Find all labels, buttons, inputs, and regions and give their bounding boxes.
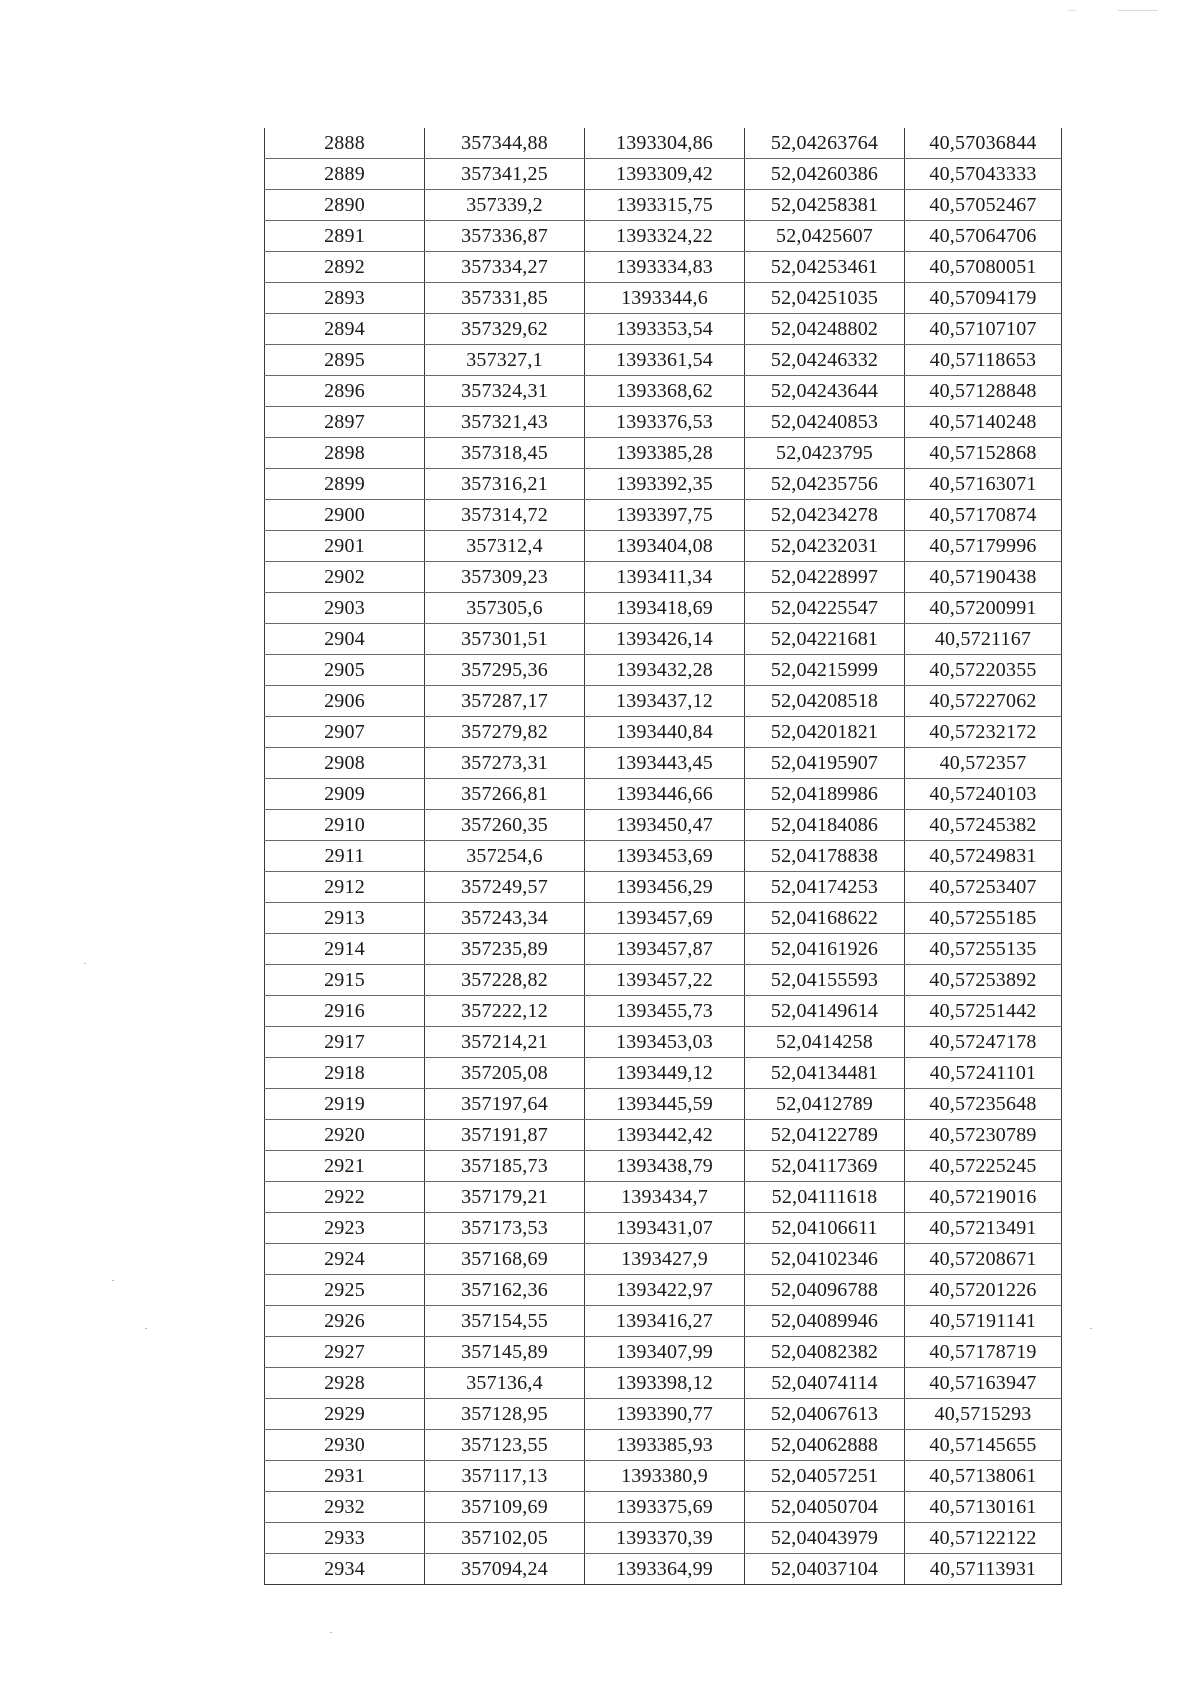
table-row bbox=[265, 1368, 1062, 1399]
point-number-cell: 2899 bbox=[265, 469, 425, 500]
point-number-cell: 2894 bbox=[265, 314, 425, 345]
latitude-cell: 52,04117369 bbox=[745, 1151, 905, 1182]
latitude-cell: 52,04248802 bbox=[745, 314, 905, 345]
table-row bbox=[265, 1399, 1062, 1430]
longitude-cell: 40,57255185 bbox=[905, 903, 1062, 934]
latitude-cell: 52,04189986 bbox=[745, 779, 905, 810]
longitude-cell: 40,57235648 bbox=[905, 1089, 1062, 1120]
latitude-cell: 52,04240853 bbox=[745, 407, 905, 438]
x-coordinate-cell: 357287,17 bbox=[425, 686, 585, 717]
table-row bbox=[265, 1089, 1062, 1120]
point-number-cell: 2923 bbox=[265, 1213, 425, 1244]
table-row bbox=[265, 624, 1062, 655]
point-number-cell: 2903 bbox=[265, 593, 425, 624]
point-number-cell: 2910 bbox=[265, 810, 425, 841]
table-row bbox=[265, 500, 1062, 531]
table-row bbox=[265, 717, 1062, 748]
point-number-cell: 2905 bbox=[265, 655, 425, 686]
latitude-cell: 52,04228997 bbox=[745, 562, 905, 593]
latitude-cell: 52,04037104 bbox=[745, 1554, 905, 1585]
x-coordinate-cell: 357205,08 bbox=[425, 1058, 585, 1089]
y-coordinate-cell: 1393368,62 bbox=[585, 376, 745, 407]
longitude-cell: 40,57178719 bbox=[905, 1337, 1062, 1368]
latitude-cell: 52,04161926 bbox=[745, 934, 905, 965]
longitude-cell: 40,57255135 bbox=[905, 934, 1062, 965]
y-coordinate-cell: 1393434,7 bbox=[585, 1182, 745, 1213]
latitude-cell: 52,0423795 bbox=[745, 438, 905, 469]
latitude-cell: 52,04234278 bbox=[745, 500, 905, 531]
x-coordinate-cell: 357154,55 bbox=[425, 1306, 585, 1337]
point-number-cell: 2934 bbox=[265, 1554, 425, 1585]
point-number-cell: 2918 bbox=[265, 1058, 425, 1089]
x-coordinate-cell: 357324,31 bbox=[425, 376, 585, 407]
longitude-cell: 40,57253892 bbox=[905, 965, 1062, 996]
longitude-cell: 40,57130161 bbox=[905, 1492, 1062, 1523]
longitude-cell: 40,57213491 bbox=[905, 1213, 1062, 1244]
y-coordinate-cell: 1393407,99 bbox=[585, 1337, 745, 1368]
table-row bbox=[265, 934, 1062, 965]
x-coordinate-cell: 357235,89 bbox=[425, 934, 585, 965]
point-number-cell: 2892 bbox=[265, 252, 425, 283]
latitude-cell: 52,04251035 bbox=[745, 283, 905, 314]
table-row bbox=[265, 1027, 1062, 1058]
longitude-cell: 40,57225245 bbox=[905, 1151, 1062, 1182]
latitude-cell: 52,04155593 bbox=[745, 965, 905, 996]
point-number-cell: 2895 bbox=[265, 345, 425, 376]
latitude-cell: 52,04122789 bbox=[745, 1120, 905, 1151]
longitude-cell: 40,57179996 bbox=[905, 531, 1062, 562]
latitude-cell: 52,04215999 bbox=[745, 655, 905, 686]
y-coordinate-cell: 1393304,86 bbox=[585, 128, 745, 159]
point-number-cell: 2890 bbox=[265, 190, 425, 221]
latitude-cell: 52,04208518 bbox=[745, 686, 905, 717]
table-row bbox=[265, 221, 1062, 252]
longitude-cell: 40,57208671 bbox=[905, 1244, 1062, 1275]
point-number-cell: 2902 bbox=[265, 562, 425, 593]
x-coordinate-cell: 357301,51 bbox=[425, 624, 585, 655]
table-row bbox=[265, 593, 1062, 624]
latitude-cell: 52,04089946 bbox=[745, 1306, 905, 1337]
x-coordinate-cell: 357228,82 bbox=[425, 965, 585, 996]
x-coordinate-cell: 357191,87 bbox=[425, 1120, 585, 1151]
point-number-cell: 2916 bbox=[265, 996, 425, 1027]
latitude-cell: 52,04232031 bbox=[745, 531, 905, 562]
point-number-cell: 2888 bbox=[265, 128, 425, 159]
point-number-cell: 2891 bbox=[265, 221, 425, 252]
table-row bbox=[265, 1244, 1062, 1275]
latitude-cell: 52,04057251 bbox=[745, 1461, 905, 1492]
longitude-cell: 40,57219016 bbox=[905, 1182, 1062, 1213]
x-coordinate-cell: 357173,53 bbox=[425, 1213, 585, 1244]
longitude-cell: 40,57200991 bbox=[905, 593, 1062, 624]
y-coordinate-cell: 1393315,75 bbox=[585, 190, 745, 221]
longitude-cell: 40,57245382 bbox=[905, 810, 1062, 841]
longitude-cell: 40,57240103 bbox=[905, 779, 1062, 810]
longitude-cell: 40,57094179 bbox=[905, 283, 1062, 314]
x-coordinate-cell: 357305,6 bbox=[425, 593, 585, 624]
x-coordinate-cell: 357316,21 bbox=[425, 469, 585, 500]
table-row bbox=[265, 562, 1062, 593]
table-row bbox=[265, 469, 1062, 500]
table-row bbox=[265, 996, 1062, 1027]
x-coordinate-cell: 357312,4 bbox=[425, 531, 585, 562]
x-coordinate-cell: 357168,69 bbox=[425, 1244, 585, 1275]
point-number-cell: 2925 bbox=[265, 1275, 425, 1306]
y-coordinate-cell: 1393416,27 bbox=[585, 1306, 745, 1337]
latitude-cell: 52,04149614 bbox=[745, 996, 905, 1027]
longitude-cell: 40,57251442 bbox=[905, 996, 1062, 1027]
latitude-cell: 52,04235756 bbox=[745, 469, 905, 500]
table-row bbox=[265, 283, 1062, 314]
longitude-cell: 40,57064706 bbox=[905, 221, 1062, 252]
x-coordinate-cell: 357128,95 bbox=[425, 1399, 585, 1430]
latitude-cell: 52,04106611 bbox=[745, 1213, 905, 1244]
x-coordinate-cell: 357145,89 bbox=[425, 1337, 585, 1368]
point-number-cell: 2926 bbox=[265, 1306, 425, 1337]
y-coordinate-cell: 1393404,08 bbox=[585, 531, 745, 562]
point-number-cell: 2904 bbox=[265, 624, 425, 655]
y-coordinate-cell: 1393457,69 bbox=[585, 903, 745, 934]
longitude-cell: 40,57191141 bbox=[905, 1306, 1062, 1337]
x-coordinate-cell: 357309,23 bbox=[425, 562, 585, 593]
latitude-cell: 52,04111618 bbox=[745, 1182, 905, 1213]
y-coordinate-cell: 1393344,6 bbox=[585, 283, 745, 314]
latitude-cell: 52,04174253 bbox=[745, 872, 905, 903]
table-row bbox=[265, 128, 1062, 159]
y-coordinate-cell: 1393411,34 bbox=[585, 562, 745, 593]
x-coordinate-cell: 357179,21 bbox=[425, 1182, 585, 1213]
y-coordinate-cell: 1393361,54 bbox=[585, 345, 745, 376]
x-coordinate-cell: 357314,72 bbox=[425, 500, 585, 531]
latitude-cell: 52,04258381 bbox=[745, 190, 905, 221]
table-row bbox=[265, 965, 1062, 996]
longitude-cell: 40,57128848 bbox=[905, 376, 1062, 407]
x-coordinate-cell: 357136,4 bbox=[425, 1368, 585, 1399]
table-row bbox=[265, 1430, 1062, 1461]
table-row bbox=[265, 1275, 1062, 1306]
table-row bbox=[265, 1120, 1062, 1151]
longitude-cell: 40,57249831 bbox=[905, 841, 1062, 872]
y-coordinate-cell: 1393353,54 bbox=[585, 314, 745, 345]
point-number-cell: 2927 bbox=[265, 1337, 425, 1368]
latitude-cell: 52,0412789 bbox=[745, 1089, 905, 1120]
latitude-cell: 52,04184086 bbox=[745, 810, 905, 841]
y-coordinate-cell: 1393392,35 bbox=[585, 469, 745, 500]
point-number-cell: 2912 bbox=[265, 872, 425, 903]
table-row bbox=[265, 190, 1062, 221]
x-coordinate-cell: 357162,36 bbox=[425, 1275, 585, 1306]
point-number-cell: 2908 bbox=[265, 748, 425, 779]
latitude-cell: 52,04221681 bbox=[745, 624, 905, 655]
y-coordinate-cell: 1393445,59 bbox=[585, 1089, 745, 1120]
y-coordinate-cell: 1393422,97 bbox=[585, 1275, 745, 1306]
point-number-cell: 2933 bbox=[265, 1523, 425, 1554]
y-coordinate-cell: 1393438,79 bbox=[585, 1151, 745, 1182]
coordinates-table bbox=[264, 128, 1062, 1585]
latitude-cell: 52,04082382 bbox=[745, 1337, 905, 1368]
x-coordinate-cell: 357254,6 bbox=[425, 841, 585, 872]
y-coordinate-cell: 1393456,29 bbox=[585, 872, 745, 903]
table-row bbox=[265, 903, 1062, 934]
x-coordinate-cell: 357260,35 bbox=[425, 810, 585, 841]
point-number-cell: 2931 bbox=[265, 1461, 425, 1492]
y-coordinate-cell: 1393450,47 bbox=[585, 810, 745, 841]
table-row bbox=[265, 1151, 1062, 1182]
y-coordinate-cell: 1393437,12 bbox=[585, 686, 745, 717]
x-coordinate-cell: 357222,12 bbox=[425, 996, 585, 1027]
x-coordinate-cell: 357331,85 bbox=[425, 283, 585, 314]
table-row bbox=[265, 1337, 1062, 1368]
table-row bbox=[265, 748, 1062, 779]
point-number-cell: 2917 bbox=[265, 1027, 425, 1058]
longitude-cell: 40,57227062 bbox=[905, 686, 1062, 717]
x-coordinate-cell: 357341,25 bbox=[425, 159, 585, 190]
latitude-cell: 52,04067613 bbox=[745, 1399, 905, 1430]
y-coordinate-cell: 1393457,22 bbox=[585, 965, 745, 996]
y-coordinate-cell: 1393390,77 bbox=[585, 1399, 745, 1430]
table-row bbox=[265, 345, 1062, 376]
latitude-cell: 52,04263764 bbox=[745, 128, 905, 159]
longitude-cell: 40,57043333 bbox=[905, 159, 1062, 190]
latitude-cell: 52,04043979 bbox=[745, 1523, 905, 1554]
point-number-cell: 2906 bbox=[265, 686, 425, 717]
x-coordinate-cell: 357266,81 bbox=[425, 779, 585, 810]
y-coordinate-cell: 1393449,12 bbox=[585, 1058, 745, 1089]
longitude-cell: 40,57122122 bbox=[905, 1523, 1062, 1554]
x-coordinate-cell: 357094,24 bbox=[425, 1554, 585, 1585]
scan-artifact bbox=[112, 1280, 114, 1281]
point-number-cell: 2922 bbox=[265, 1182, 425, 1213]
x-coordinate-cell: 357273,31 bbox=[425, 748, 585, 779]
table-row bbox=[265, 252, 1062, 283]
longitude-cell: 40,572357 bbox=[905, 748, 1062, 779]
point-number-cell: 2897 bbox=[265, 407, 425, 438]
longitude-cell: 40,57138061 bbox=[905, 1461, 1062, 1492]
x-coordinate-cell: 357318,45 bbox=[425, 438, 585, 469]
latitude-cell: 52,04253461 bbox=[745, 252, 905, 283]
longitude-cell: 40,57052467 bbox=[905, 190, 1062, 221]
y-coordinate-cell: 1393376,53 bbox=[585, 407, 745, 438]
latitude-cell: 52,04195907 bbox=[745, 748, 905, 779]
y-coordinate-cell: 1393453,03 bbox=[585, 1027, 745, 1058]
point-number-cell: 2920 bbox=[265, 1120, 425, 1151]
scan-artifact bbox=[1068, 10, 1076, 11]
x-coordinate-cell: 357102,05 bbox=[425, 1523, 585, 1554]
y-coordinate-cell: 1393446,66 bbox=[585, 779, 745, 810]
longitude-cell: 40,57140248 bbox=[905, 407, 1062, 438]
coordinates-table-body bbox=[265, 128, 1062, 1585]
longitude-cell: 40,5715293 bbox=[905, 1399, 1062, 1430]
table-row bbox=[265, 1058, 1062, 1089]
point-number-cell: 2893 bbox=[265, 283, 425, 314]
x-coordinate-cell: 357329,62 bbox=[425, 314, 585, 345]
longitude-cell: 40,57080051 bbox=[905, 252, 1062, 283]
longitude-cell: 40,57170874 bbox=[905, 500, 1062, 531]
latitude-cell: 52,04050704 bbox=[745, 1492, 905, 1523]
latitude-cell: 52,04102346 bbox=[745, 1244, 905, 1275]
point-number-cell: 2909 bbox=[265, 779, 425, 810]
scan-artifact bbox=[1090, 1328, 1092, 1329]
y-coordinate-cell: 1393334,83 bbox=[585, 252, 745, 283]
longitude-cell: 40,57253407 bbox=[905, 872, 1062, 903]
latitude-cell: 52,04260386 bbox=[745, 159, 905, 190]
scan-artifact bbox=[330, 1632, 332, 1633]
table-row bbox=[265, 438, 1062, 469]
table-row bbox=[265, 872, 1062, 903]
x-coordinate-cell: 357117,13 bbox=[425, 1461, 585, 1492]
longitude-cell: 40,5721167 bbox=[905, 624, 1062, 655]
longitude-cell: 40,57230789 bbox=[905, 1120, 1062, 1151]
latitude-cell: 52,04201821 bbox=[745, 717, 905, 748]
point-number-cell: 2928 bbox=[265, 1368, 425, 1399]
latitude-cell: 52,04168622 bbox=[745, 903, 905, 934]
point-number-cell: 2929 bbox=[265, 1399, 425, 1430]
latitude-cell: 52,04225547 bbox=[745, 593, 905, 624]
x-coordinate-cell: 357295,36 bbox=[425, 655, 585, 686]
y-coordinate-cell: 1393364,99 bbox=[585, 1554, 745, 1585]
longitude-cell: 40,57145655 bbox=[905, 1430, 1062, 1461]
point-number-cell: 2932 bbox=[265, 1492, 425, 1523]
longitude-cell: 40,57241101 bbox=[905, 1058, 1062, 1089]
table-row bbox=[265, 314, 1062, 345]
table-row bbox=[265, 810, 1062, 841]
y-coordinate-cell: 1393309,42 bbox=[585, 159, 745, 190]
x-coordinate-cell: 357327,1 bbox=[425, 345, 585, 376]
y-coordinate-cell: 1393370,39 bbox=[585, 1523, 745, 1554]
table-row bbox=[265, 1461, 1062, 1492]
point-number-cell: 2913 bbox=[265, 903, 425, 934]
point-number-cell: 2919 bbox=[265, 1089, 425, 1120]
latitude-cell: 52,04096788 bbox=[745, 1275, 905, 1306]
longitude-cell: 40,57201226 bbox=[905, 1275, 1062, 1306]
y-coordinate-cell: 1393443,45 bbox=[585, 748, 745, 779]
x-coordinate-cell: 357109,69 bbox=[425, 1492, 585, 1523]
y-coordinate-cell: 1393397,75 bbox=[585, 500, 745, 531]
x-coordinate-cell: 357185,73 bbox=[425, 1151, 585, 1182]
x-coordinate-cell: 357321,43 bbox=[425, 407, 585, 438]
longitude-cell: 40,57232172 bbox=[905, 717, 1062, 748]
x-coordinate-cell: 357336,87 bbox=[425, 221, 585, 252]
table-row bbox=[265, 1213, 1062, 1244]
latitude-cell: 52,04243644 bbox=[745, 376, 905, 407]
scan-artifact bbox=[84, 963, 86, 964]
latitude-cell: 52,04246332 bbox=[745, 345, 905, 376]
latitude-cell: 52,04062888 bbox=[745, 1430, 905, 1461]
longitude-cell: 40,57163071 bbox=[905, 469, 1062, 500]
table-row bbox=[265, 1306, 1062, 1337]
latitude-cell: 52,0414258 bbox=[745, 1027, 905, 1058]
table-row bbox=[265, 376, 1062, 407]
point-number-cell: 2915 bbox=[265, 965, 425, 996]
latitude-cell: 52,0425607 bbox=[745, 221, 905, 252]
longitude-cell: 40,57220355 bbox=[905, 655, 1062, 686]
longitude-cell: 40,57036844 bbox=[905, 128, 1062, 159]
longitude-cell: 40,57247178 bbox=[905, 1027, 1062, 1058]
y-coordinate-cell: 1393432,28 bbox=[585, 655, 745, 686]
longitude-cell: 40,57152868 bbox=[905, 438, 1062, 469]
x-coordinate-cell: 357334,27 bbox=[425, 252, 585, 283]
latitude-cell: 52,04134481 bbox=[745, 1058, 905, 1089]
scan-artifact bbox=[145, 1328, 147, 1329]
x-coordinate-cell: 357214,21 bbox=[425, 1027, 585, 1058]
table-row bbox=[265, 841, 1062, 872]
point-number-cell: 2907 bbox=[265, 717, 425, 748]
table-row bbox=[265, 407, 1062, 438]
point-number-cell: 2901 bbox=[265, 531, 425, 562]
x-coordinate-cell: 357279,82 bbox=[425, 717, 585, 748]
longitude-cell: 40,57118653 bbox=[905, 345, 1062, 376]
y-coordinate-cell: 1393385,28 bbox=[585, 438, 745, 469]
y-coordinate-cell: 1393442,42 bbox=[585, 1120, 745, 1151]
x-coordinate-cell: 357249,57 bbox=[425, 872, 585, 903]
latitude-cell: 52,04074114 bbox=[745, 1368, 905, 1399]
point-number-cell: 2921 bbox=[265, 1151, 425, 1182]
table-row bbox=[265, 779, 1062, 810]
y-coordinate-cell: 1393427,9 bbox=[585, 1244, 745, 1275]
longitude-cell: 40,57190438 bbox=[905, 562, 1062, 593]
point-number-cell: 2911 bbox=[265, 841, 425, 872]
latitude-cell: 52,04178838 bbox=[745, 841, 905, 872]
table-row bbox=[265, 1523, 1062, 1554]
x-coordinate-cell: 357344,88 bbox=[425, 128, 585, 159]
table-row bbox=[265, 531, 1062, 562]
y-coordinate-cell: 1393398,12 bbox=[585, 1368, 745, 1399]
y-coordinate-cell: 1393418,69 bbox=[585, 593, 745, 624]
point-number-cell: 2914 bbox=[265, 934, 425, 965]
longitude-cell: 40,57113931 bbox=[905, 1554, 1062, 1585]
point-number-cell: 2900 bbox=[265, 500, 425, 531]
table-row bbox=[265, 159, 1062, 190]
x-coordinate-cell: 357339,2 bbox=[425, 190, 585, 221]
table-row bbox=[265, 1182, 1062, 1213]
y-coordinate-cell: 1393385,93 bbox=[585, 1430, 745, 1461]
longitude-cell: 40,57107107 bbox=[905, 314, 1062, 345]
y-coordinate-cell: 1393431,07 bbox=[585, 1213, 745, 1244]
y-coordinate-cell: 1393375,69 bbox=[585, 1492, 745, 1523]
y-coordinate-cell: 1393324,22 bbox=[585, 221, 745, 252]
longitude-cell: 40,57163947 bbox=[905, 1368, 1062, 1399]
point-number-cell: 2896 bbox=[265, 376, 425, 407]
y-coordinate-cell: 1393440,84 bbox=[585, 717, 745, 748]
y-coordinate-cell: 1393457,87 bbox=[585, 934, 745, 965]
table-row bbox=[265, 655, 1062, 686]
point-number-cell: 2889 bbox=[265, 159, 425, 190]
x-coordinate-cell: 357243,34 bbox=[425, 903, 585, 934]
point-number-cell: 2930 bbox=[265, 1430, 425, 1461]
y-coordinate-cell: 1393453,69 bbox=[585, 841, 745, 872]
y-coordinate-cell: 1393380,9 bbox=[585, 1461, 745, 1492]
x-coordinate-cell: 357123,55 bbox=[425, 1430, 585, 1461]
point-number-cell: 2898 bbox=[265, 438, 425, 469]
x-coordinate-cell: 357197,64 bbox=[425, 1089, 585, 1120]
table-row bbox=[265, 1554, 1062, 1585]
table-row bbox=[265, 1492, 1062, 1523]
y-coordinate-cell: 1393426,14 bbox=[585, 624, 745, 655]
table-row bbox=[265, 686, 1062, 717]
scan-artifact bbox=[1118, 10, 1158, 11]
point-number-cell: 2924 bbox=[265, 1244, 425, 1275]
y-coordinate-cell: 1393455,73 bbox=[585, 996, 745, 1027]
